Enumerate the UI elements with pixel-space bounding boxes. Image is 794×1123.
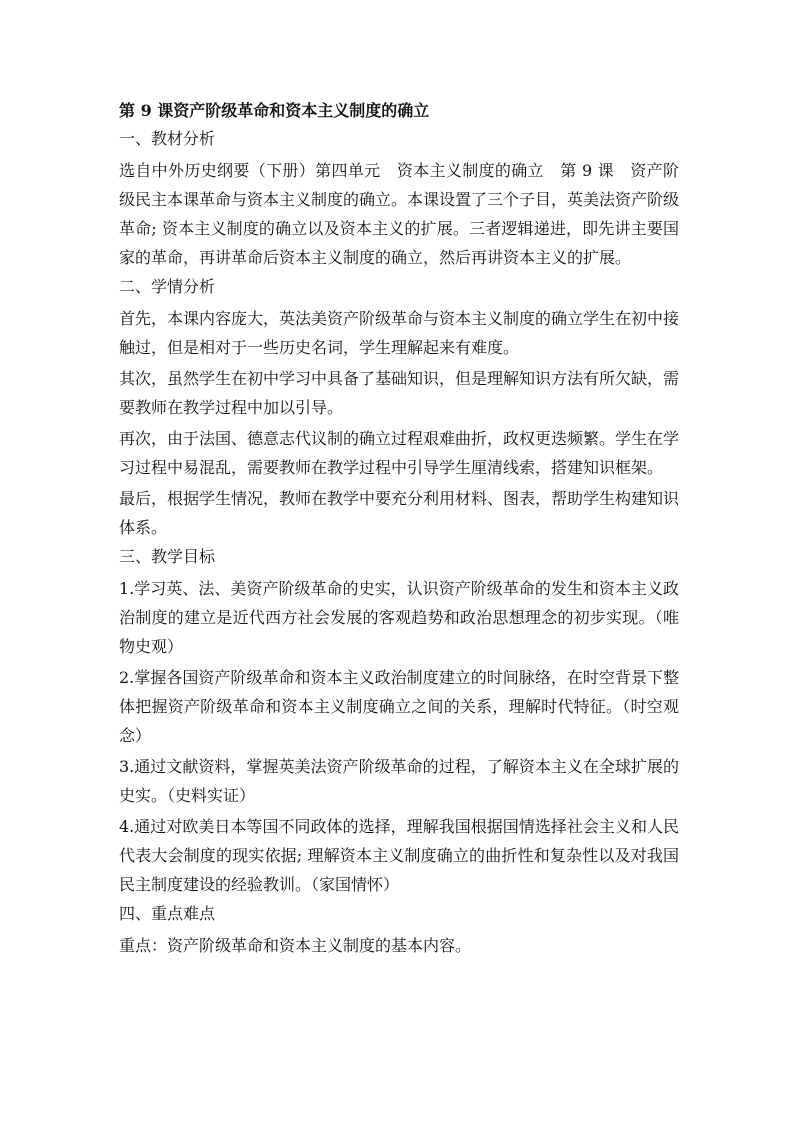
document-title: 第 9 课资产阶级革命和资本主义制度的确立 — [119, 101, 430, 120]
paragraph: 其次，虽然学生在初中学习中具备了基础知识，但是理解知识方法有所欠缺，需要教师在教学过程中加以引导。 — [119, 369, 680, 417]
section-teaching-goals — [119, 544, 679, 899]
paragraph: 最后，根据学生情况，教师在教学中要充分利用材料、图表，帮助学生构建知识体系。 — [119, 489, 680, 537]
section-key-points — [119, 901, 679, 960]
paragraph: 4.通过对欧美日本等国不同政体的选择，理解我国根据国情选择社会主义和人民代表大会制度的现实依据; 理解资本主义制度确立的曲折性和复杂性以及对我国民主制度建设的经验教训。（家国情怀） — [119, 817, 679, 894]
section-heading: 三、教学目标 — [119, 547, 216, 566]
section-heading: 一、教材分析 — [119, 129, 216, 148]
paragraph: 选自中外历史纲要（下册）第四单元 资本主义制度的确立 第 9 课 资产阶级民主本课革命与资本主义制度的确立。本课设置了三个子目，英美法资产阶级革命; 资本主义制度的确立以及资本主义的扩展。三者逻辑递进，即先讲主要国家的革命，再讲革命后资本主义制度的确立，然后再讲资本主义的扩展。 — [119, 161, 680, 267]
document-page — [119, 98, 679, 962]
section-heading: 二、学情分析 — [119, 277, 216, 296]
paragraph: 再次，由于法国、德意志代议制的确立过程艰难曲折，政权更迭频繁。学生在学习过程中易混乱，需要教师在教学过程中引导学生厘清线索，搭建知识框架。 — [119, 429, 680, 477]
section-heading: 四、重点难点 — [119, 904, 216, 923]
paragraph: 2.掌握各国资产阶级革命和资本主义政治制度建立的时间脉络，在时空背景下整体把握资产阶级革命和资本主义制度确立之间的关系，理解时代特征。（时空观念） — [119, 668, 679, 745]
paragraph: 3.通过文献资料，掌握英美法资产阶级革命的过程，了解资本主义在全球扩展的史实。（史料实证） — [119, 757, 679, 805]
paragraph: 重点：资产阶级革命和资本主义制度的基本内容。 — [119, 936, 472, 955]
paragraph: 首先，本课内容庞大，英法美资产阶级革命与资本主义制度的确立学生在初中接触过，但是相对于一些历史名词，学生理解起来有难度。 — [119, 309, 680, 357]
section-textbook-analysis — [119, 126, 679, 272]
paragraph: 1.学习英、法、美资产阶级革命的史实，认识资产阶级革命的发生和资本主义政治制度的建立是近代西方社会发展的客观趋势和政治思想理念的初步实现。（唯物史观） — [119, 579, 679, 656]
section-student-analysis — [119, 274, 679, 542]
